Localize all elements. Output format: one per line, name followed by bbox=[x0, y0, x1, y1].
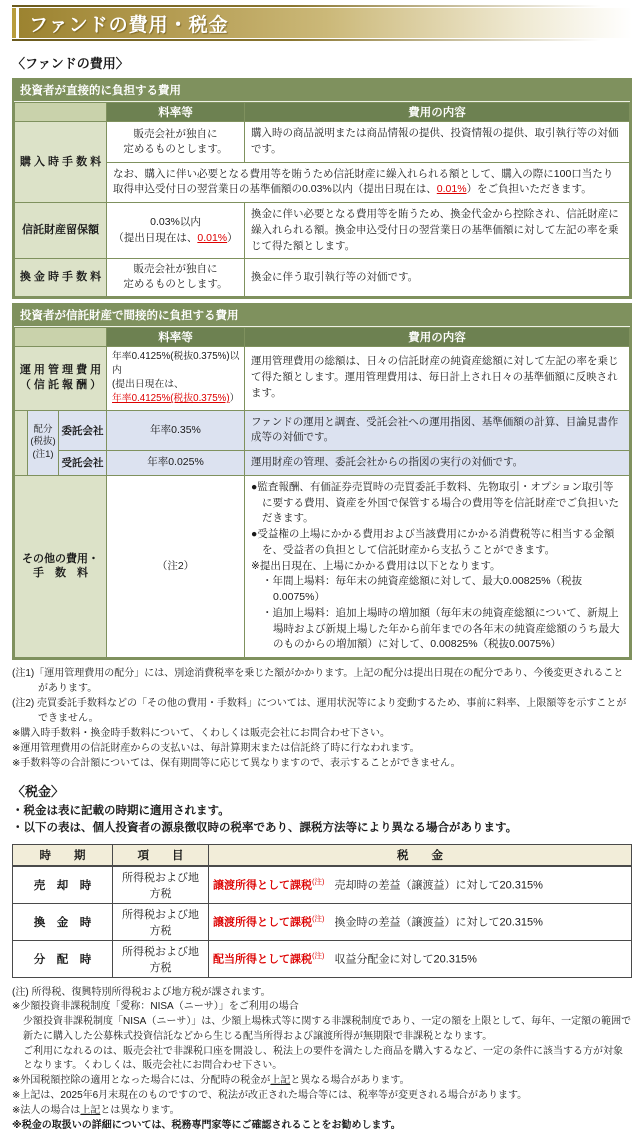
purchase-fee-desc: 購入時の商品説明または商品情報の提供、投資情報の提供、取引執行等の対価です。 bbox=[245, 122, 630, 163]
tax-rate-text: 収益分配金に対して20.315% bbox=[335, 954, 477, 966]
column-header-time: 時 期 bbox=[13, 844, 113, 866]
indirect-fees-block bbox=[12, 303, 632, 660]
other-fees-subitem: ・年間上場料：毎年末の純資産総額に対して、最大0.00825%（税抜0.0075%） bbox=[251, 574, 623, 606]
rate-text: 販売会社が独自に bbox=[134, 128, 218, 140]
underlined-reference: 上記 bbox=[270, 1075, 290, 1086]
column-header-desc: 費用の内容 bbox=[245, 327, 630, 346]
row-label-retention-amount: 信託財産留保額 bbox=[15, 203, 107, 259]
tax-rate-text: 売却時の差益（譲渡益）に対して20.315% bbox=[335, 880, 543, 892]
rate-text: 定めるものとします。 bbox=[123, 278, 227, 290]
table-row bbox=[15, 203, 630, 259]
table-row bbox=[13, 866, 632, 904]
note-text: とは異なります。 bbox=[100, 1105, 179, 1116]
tax-bullet: ・以下の表は、個人投資者の源泉徴収時の税率であり、課税方法等により異なる場合があります。 bbox=[12, 820, 632, 837]
note-text: なお、購入に伴い必要となる費用等を賄うため信託財産に繰入れられる額として、購入の際に100口当たり取得申込受付日の翌営業日の基準価額の0.03%以内（提出日現在は、 bbox=[113, 168, 613, 196]
note-text: と異なる場合があります。 bbox=[290, 1075, 409, 1086]
table-row bbox=[15, 162, 630, 203]
tax-note bbox=[12, 1104, 632, 1119]
banner-bottom-rule bbox=[12, 39, 632, 41]
allocation-indent-cell bbox=[15, 410, 28, 475]
direct-fees-table bbox=[14, 102, 630, 297]
tax-note-mark: (注) bbox=[312, 914, 325, 923]
page-title: ファンドの費用・税金 bbox=[19, 10, 229, 37]
label-text: 手 数 料 bbox=[33, 567, 88, 579]
label-text: (税抜) bbox=[30, 436, 55, 447]
column-header-item: 項 目 bbox=[113, 844, 209, 866]
rate-text: (提出日現在は、 bbox=[112, 379, 184, 390]
table-row bbox=[13, 903, 632, 940]
fee-note: ※運用管理費用の信託財産からの支払いは、毎計算期末または信託終了時に行なわれます。 bbox=[12, 741, 632, 756]
rate-text: 販売会社が独自に bbox=[134, 263, 218, 275]
label-text: （ 信 託 報 酬 ） bbox=[20, 379, 101, 391]
tax-heading: 〈税金〉 bbox=[12, 781, 632, 800]
table-header-row bbox=[15, 103, 630, 122]
tax-row-item: 所得税および地方税 bbox=[113, 940, 209, 977]
other-fees-rate: （注2） bbox=[107, 475, 245, 657]
redemption-desc: 換金に伴う取引執行等の対価です。 bbox=[245, 259, 630, 296]
column-header-rate: 料率等 bbox=[107, 103, 245, 122]
fee-note: ※購入時手数料・換金時手数料について、くわしくは販売会社にお問合わせ下さい。 bbox=[12, 726, 632, 741]
column-header-tax: 税 金 bbox=[209, 844, 632, 866]
direct-fees-section-title: 投資者が直接的に負担する費用 bbox=[14, 80, 630, 102]
tax-row-tax bbox=[209, 903, 632, 940]
fee-notes bbox=[12, 666, 632, 771]
fee-note: ※手数料等の合計額については、保有期間等に応じて異なりますので、表示することができません。 bbox=[12, 756, 632, 771]
column-header-desc: 費用の内容 bbox=[245, 103, 630, 122]
table-row bbox=[15, 451, 630, 476]
tax-note-consult: ※税金の取扱いの詳細については、税務専門家等にご確認されることをお勧めします。 bbox=[12, 1119, 632, 1133]
table-corner-cell bbox=[15, 103, 107, 122]
nisa-title: ※少額投資非課税制度「愛称：NISA（ニーサ）」をご利用の場合 bbox=[12, 1000, 632, 1015]
table-row bbox=[13, 940, 632, 977]
row-label-redemption-fee: 換 金 時 手 数 料 bbox=[15, 259, 107, 296]
table-row bbox=[15, 259, 630, 296]
table-header-row bbox=[13, 844, 632, 866]
tax-table bbox=[12, 844, 632, 978]
tax-note: (注) 所得税、復興特別所得税および地方税が課されます。 bbox=[12, 986, 632, 1001]
row-label-purchase-fee: 購 入 時 手 数 料 bbox=[15, 122, 107, 203]
highlighted-rate-value: 0.01% bbox=[437, 183, 467, 195]
management-fee-rate bbox=[107, 346, 245, 410]
other-fees-note: ※提出日現在、上場にかかる費用は以下となります。 bbox=[251, 559, 623, 575]
tax-row-time: 換 金 時 bbox=[13, 903, 113, 940]
table-row bbox=[15, 346, 630, 410]
table-row bbox=[15, 475, 630, 657]
trustor-rate: 年率0.35% bbox=[107, 410, 245, 451]
rate-text: ） bbox=[227, 232, 238, 244]
trustee-desc: 運用財産の管理、委託会社からの指図の実行の対価です。 bbox=[245, 451, 630, 476]
direct-fees-block bbox=[12, 78, 632, 299]
tax-category: 譲渡所得として課税 bbox=[213, 880, 312, 892]
trustee-rate: 年率0.025% bbox=[107, 451, 245, 476]
highlighted-rate-value: 年率0.4125%(税抜0.375%) bbox=[112, 393, 230, 404]
highlighted-rate-value: 0.01% bbox=[197, 232, 227, 244]
note-text: ※法人の場合は bbox=[12, 1105, 80, 1116]
tax-note-mark: (注) bbox=[312, 951, 325, 960]
other-fees-bullet: ●監査報酬、有価証券売買時の売買委託手数料、先物取引・オプション取引等に要する費用、資産を外国で保管する場合の費用等を信託財産でご負担いただきます。 bbox=[251, 480, 623, 527]
nisa-paragraph: 少額投資非課税制度「NISA（ニーサ）」は、少額上場株式等に関する非課税制度であり、一定の額を上限として、毎年、一定額の範囲で新たに購入した公募株式投資信託などから生じる配当所得および譲渡所得が無期限で非課税となります。 bbox=[12, 1015, 632, 1045]
rate-text: ） bbox=[230, 393, 240, 404]
tax-note: ※上記は、2025年6月末現在のものですので、税法が改正された場合等には、税率等が変更される場合があります。 bbox=[12, 1089, 632, 1104]
label-text: その他の費用・ bbox=[22, 553, 99, 565]
tax-row-tax bbox=[209, 866, 632, 904]
table-row bbox=[15, 122, 630, 163]
table-corner-cell bbox=[15, 327, 107, 346]
row-label-allocation bbox=[28, 410, 59, 475]
fee-note: (注1)「運用管理費用の配分」には、別途消費税率を乗じた額がかかります。上記の配分は提出日現在の配分であり、今後変更されることがあります。 bbox=[12, 666, 632, 696]
management-fee-desc: 運用管理費用の総額は、日々の信託財産の純資産総額に対して左記の率を乗じて得た額とします。運用管理費用は、毎日計上され日々の基準価額に反映されます。 bbox=[245, 346, 630, 410]
underlined-reference: 上記 bbox=[80, 1105, 100, 1116]
tax-row-item: 所得税および地方税 bbox=[113, 866, 209, 904]
purchase-fee-note bbox=[107, 162, 630, 203]
label-text: 配分 bbox=[33, 424, 52, 435]
title-accent-stripe bbox=[12, 8, 16, 38]
label-text: (注1) bbox=[32, 449, 53, 460]
tax-category: 配当所得として課税 bbox=[213, 954, 312, 966]
retention-desc: 換金に伴い必要となる費用等を賄うため、換金代金から控除され、信託財産に繰入れられる額。換金申込受付日の翌営業日の基準価額に対して左記の率を乗じて得た額とします。 bbox=[245, 203, 630, 259]
label-text: 運 用 管 理 費 用 bbox=[20, 364, 101, 376]
tax-row-item: 所得税および地方税 bbox=[113, 903, 209, 940]
nisa-paragraph: ご利用になれるのは、販売会社で非課税口座を開設し、税法上の要件を満たした商品を購入するなど、一定の条件に該当する方が対象となります。くわしくは、販売会社にお問合わせ下さい。 bbox=[12, 1045, 632, 1075]
row-label-trustor: 委託会社 bbox=[59, 410, 107, 451]
table-header-row bbox=[15, 327, 630, 346]
other-fees-desc bbox=[245, 475, 630, 657]
retention-rate bbox=[107, 203, 245, 259]
note-text: ※外国税額控除の適用となった場合には、分配時の税金が bbox=[12, 1075, 270, 1086]
indirect-fees-table bbox=[14, 327, 630, 658]
fee-note: (注2) 売買委託手数料などの「その他の費用・手数料」については、運用状況等により変動するため、事前に料率、上限額等を示すことができません。 bbox=[12, 696, 632, 726]
note-text: ）をご負担いただきます。 bbox=[467, 183, 592, 195]
row-label-other-fees bbox=[15, 475, 107, 657]
tax-note-mark: (注) bbox=[312, 877, 325, 886]
tax-category: 譲渡所得として課税 bbox=[213, 917, 312, 929]
rate-text: （提出日現在は、 bbox=[113, 232, 197, 244]
rate-text: 年率0.4125%(税抜0.375%)以内 bbox=[112, 351, 239, 376]
title-gradient-bar bbox=[19, 8, 632, 38]
redemption-rate bbox=[107, 259, 245, 296]
other-fees-bullet: ●受益権の上場にかかる費用および当該費用にかかる消費税等に相当する金額を、受益者の負担として信託財産から支払うことができます。 bbox=[251, 527, 623, 559]
rate-text: 0.03%以内 bbox=[150, 216, 201, 228]
page-title-banner bbox=[12, 5, 632, 41]
column-header-rate: 料率等 bbox=[107, 327, 245, 346]
purchase-fee-rate bbox=[107, 122, 245, 163]
tax-rate-text: 換金時の差益（譲渡益）に対して20.315% bbox=[335, 917, 543, 929]
indirect-fees-section-title: 投資者が信託財産で間接的に負担する費用 bbox=[14, 305, 630, 327]
tax-row-time: 分 配 時 bbox=[13, 940, 113, 977]
tax-note bbox=[12, 1074, 632, 1089]
row-label-trustee: 受託会社 bbox=[59, 451, 107, 476]
banner-top-rule bbox=[12, 5, 632, 7]
tax-row-tax bbox=[209, 940, 632, 977]
tax-bullet: ・税金は表に記載の時期に適用されます。 bbox=[12, 803, 632, 820]
tax-bullets bbox=[12, 803, 632, 838]
tax-notes bbox=[12, 986, 632, 1133]
table-row bbox=[15, 410, 630, 451]
other-fees-subitem: ・追加上場料：追加上場時の増加額（毎年末の純資産総額について、新規上場時および新規上場した年から前年までの各年末の純資産総額のうち最大のものからの増加額）に対して、0.00825%（税抜0.0075%） bbox=[251, 606, 623, 653]
rate-text: 定めるものとします。 bbox=[123, 143, 227, 155]
trustor-desc: ファンドの運用と調査、受託会社への運用指図、基準価額の計算、目論見書作成等の対価です。 bbox=[245, 410, 630, 451]
fund-fees-heading: 〈ファンドの費用〉 bbox=[12, 53, 632, 72]
tax-row-time: 売 却 時 bbox=[13, 866, 113, 904]
row-label-management-fee bbox=[15, 346, 107, 410]
